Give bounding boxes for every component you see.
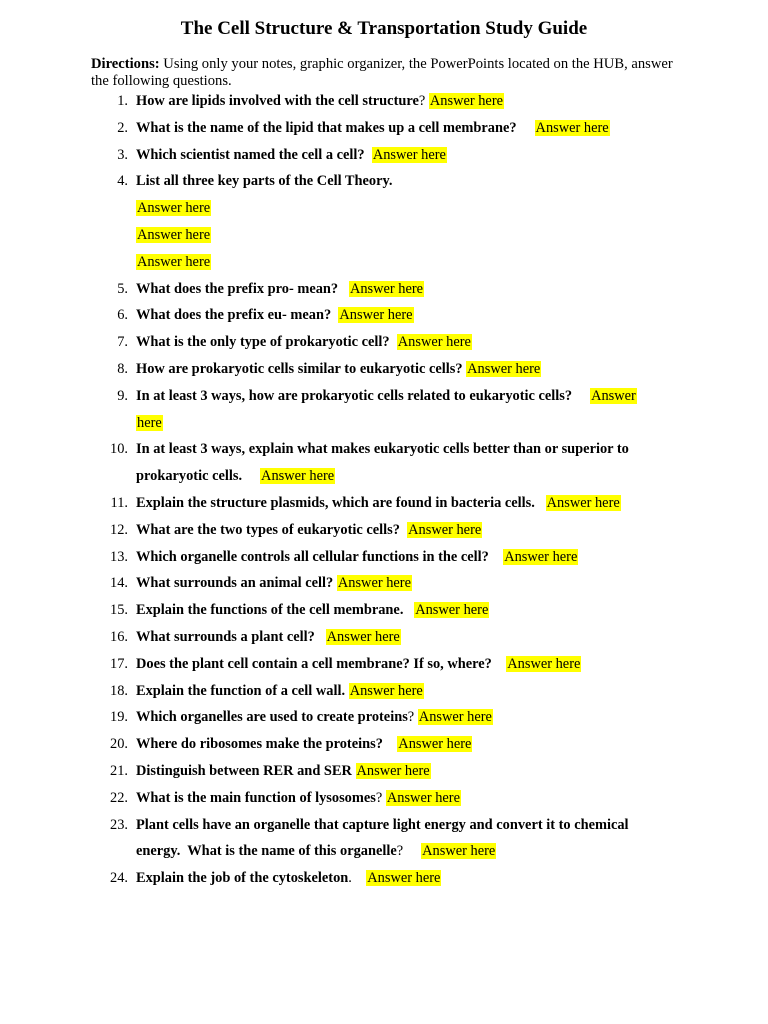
question-row: [0, 168, 768, 195]
question-number: 20.: [110, 736, 128, 753]
question-text: In at least 3 ways, explain what makes eukaryotic cells better than or superior to: [136, 441, 629, 458]
question-number: 9.: [117, 387, 128, 404]
question-text: What surrounds an animal cell?: [136, 575, 334, 592]
answer-field[interactable]: Answer here: [535, 119, 609, 136]
question-text: Does the plant cell contain a cell membrane? If so, where?: [136, 655, 492, 672]
answer-field[interactable]: Answer here: [398, 736, 472, 753]
question-number: 24.: [110, 870, 128, 887]
answer-field[interactable]: Answer here: [397, 334, 471, 351]
question-punctuation: ?: [407, 709, 418, 726]
answer-field[interactable]: Answer here: [372, 146, 446, 163]
question-number: 22.: [110, 789, 128, 806]
question-number: 21.: [110, 762, 128, 779]
question-number: 18.: [110, 682, 128, 699]
question-text: Which organelles are used to create proteins: [136, 709, 408, 726]
question-text: List all three key parts of the Cell Theory.: [136, 173, 393, 190]
question-row: [0, 624, 768, 651]
directions-text: Using only your notes, graphic organizer, the PowerPoints located on the HUB, answer the following questions.: [91, 56, 673, 89]
question-content: [136, 249, 211, 276]
question-text: In at least 3 ways, how are prokaryotic cells related to eukaryotic cells?: [136, 387, 573, 404]
question-punctuation: .: [348, 870, 367, 887]
question-text: Plant cells have an organelle that capture light energy and convert it to chemical: [136, 816, 629, 833]
question-row: [0, 142, 768, 169]
question-text: Explain the function of a cell wall.: [136, 682, 346, 699]
question-content: [136, 436, 629, 463]
question-punctuation: ?: [375, 789, 386, 806]
question-row: [0, 758, 768, 785]
question-row: [0, 570, 768, 597]
answer-field[interactable]: Answer here: [137, 253, 211, 270]
answer-field[interactable]: Answer here: [422, 843, 496, 860]
question-punctuation: [535, 495, 546, 511]
answer-field[interactable]: Answer here: [429, 93, 503, 109]
question-content: [136, 624, 401, 651]
question-content: [136, 410, 163, 437]
question-text: prokaryotic cells.: [136, 468, 243, 485]
question-number: 15.: [110, 602, 128, 619]
question-number: 17.: [110, 655, 128, 672]
question-row: [0, 597, 768, 624]
directions-paragraph: [91, 56, 691, 90]
question-number: 2.: [117, 119, 128, 136]
question-content: [136, 356, 541, 383]
question-row: [0, 463, 768, 490]
question-content: [136, 865, 441, 892]
question-punctuation: [517, 120, 535, 136]
question-row: [0, 544, 768, 571]
question-row: [0, 222, 768, 249]
question-punctuation: [390, 334, 397, 350]
question-content: [136, 463, 335, 490]
question-content: [136, 544, 578, 571]
question-content: [136, 678, 424, 705]
page-title: The Cell Structure & Transportation Study Guide: [180, 18, 588, 39]
question-text: What does the prefix pro- mean?: [136, 280, 339, 297]
question-content: [136, 195, 211, 222]
question-text: What is the main function of lysosomes: [136, 789, 376, 806]
question-punctuation: [242, 468, 260, 484]
question-text: Explain the job of the cytoskeleton: [136, 870, 349, 887]
question-content: [136, 490, 621, 517]
question-text: What are the two types of eukaryotic cells?: [136, 521, 400, 538]
question-row: [0, 838, 768, 865]
question-text: What does the prefix eu- mean?: [136, 307, 332, 324]
question-content: [136, 115, 610, 142]
question-punctuation: ?: [396, 843, 422, 860]
question-text: energy. What is the name of this organelle: [136, 843, 397, 860]
question-row: [0, 195, 768, 222]
question-text: What surrounds a plant cell?: [136, 628, 315, 645]
question-content: [136, 276, 424, 303]
question-text: How are lipids involved with the cell structure: [136, 93, 419, 109]
question-row: [0, 436, 768, 463]
answer-field[interactable]: Answer here: [386, 789, 460, 806]
question-number: 10.: [110, 441, 128, 458]
question-row: [0, 115, 768, 142]
question-number: 23.: [110, 816, 128, 833]
question-punctuation: [572, 388, 590, 404]
question-list: [0, 88, 768, 892]
answer-field[interactable]: Answer here: [467, 360, 541, 377]
question-row: [0, 276, 768, 303]
question-content: [136, 142, 447, 169]
question-text: Explain the functions of the cell membrane.: [136, 602, 404, 619]
question-text: Where do ribosomes make the proteins?: [136, 736, 383, 753]
answer-field[interactable]: Answer here: [339, 307, 413, 324]
question-content: [136, 838, 496, 865]
question-row: [0, 651, 768, 678]
question-row: [0, 329, 768, 356]
question-content: [136, 812, 629, 839]
question-content: [136, 785, 461, 812]
question-number: 5.: [117, 280, 128, 297]
answer-field[interactable]: Answer here: [356, 762, 430, 779]
answer-field[interactable]: Answer here: [367, 870, 441, 887]
question-number: 7.: [117, 334, 128, 351]
question-punctuation: [403, 602, 414, 618]
question-content: [136, 704, 493, 731]
answer-field[interactable]: Answer here: [415, 602, 489, 619]
question-content: [136, 168, 392, 195]
question-number: 13.: [110, 548, 128, 565]
question-row: [0, 865, 768, 892]
question-number: 11.: [110, 494, 128, 511]
answer-field[interactable]: Answer: [591, 387, 636, 404]
answer-field[interactable]: Answer here: [137, 226, 211, 243]
question-content: [136, 758, 431, 785]
question-punctuation: [365, 147, 372, 163]
question-text: Explain the structure plasmids, which are found in bacteria cells.: [136, 494, 535, 511]
answer-field[interactable]: Answer here: [326, 628, 400, 645]
question-row: [0, 302, 768, 329]
question-content: [136, 731, 472, 758]
question-number: 6.: [117, 307, 128, 324]
question-number: 19.: [110, 709, 128, 726]
question-punctuation: ?: [418, 93, 429, 109]
question-text: What is the name of the lipid that makes up a cell membrane?: [136, 119, 517, 136]
question-row: [0, 490, 768, 517]
question-number: 8.: [117, 360, 128, 377]
answer-field[interactable]: Answer here: [261, 468, 335, 485]
question-number: 1.: [117, 93, 128, 109]
question-content: [136, 383, 637, 410]
question-number: 4.: [117, 173, 128, 190]
answer-field[interactable]: Answer here: [337, 575, 411, 592]
answer-field[interactable]: Answer here: [507, 655, 581, 672]
question-text: How are prokaryotic cells similar to eukaryotic cells?: [136, 360, 463, 377]
question-number: 12.: [110, 521, 128, 538]
question-punctuation: [489, 549, 503, 565]
question-punctuation: [338, 281, 349, 297]
question-punctuation: [383, 736, 397, 752]
question-content: [136, 302, 414, 329]
answer-field[interactable]: here: [137, 414, 162, 431]
question-content: [136, 329, 472, 356]
question-content: [136, 570, 412, 597]
question-content: [136, 222, 211, 249]
question-row: [0, 356, 768, 383]
answer-field[interactable]: Answer here: [408, 521, 482, 538]
directions-label: Directions:: [91, 56, 160, 72]
question-row: [0, 410, 768, 437]
question-row: [0, 678, 768, 705]
question-text: Distinguish between RER and SER: [136, 762, 352, 779]
answer-field[interactable]: Answer here: [504, 548, 578, 565]
answer-field[interactable]: Answer here: [349, 280, 424, 297]
question-row: [0, 812, 768, 839]
question-number: 14.: [110, 575, 128, 592]
question-row: [0, 249, 768, 276]
question-content: [136, 651, 581, 678]
question-row: [0, 731, 768, 758]
question-row: [0, 383, 768, 410]
question-row: [0, 517, 768, 544]
question-text: Which scientist named the cell a cell?: [136, 146, 365, 163]
answer-field[interactable]: Answer here: [137, 200, 211, 217]
question-row: [0, 88, 768, 115]
question-number: 16.: [110, 628, 128, 645]
question-punctuation: [352, 763, 356, 779]
question-content: [136, 517, 482, 544]
answer-field[interactable]: Answer here: [418, 709, 492, 726]
question-content: [136, 597, 489, 624]
question-number: 3.: [117, 146, 128, 163]
question-row: [0, 704, 768, 731]
answer-field[interactable]: Answer here: [546, 494, 620, 511]
answer-field[interactable]: Answer here: [349, 682, 423, 699]
question-punctuation: [492, 656, 506, 672]
question-text: Which organelle controls all cellular functions in the cell?: [136, 548, 489, 565]
question-text: What is the only type of prokaryotic cell?: [136, 334, 390, 351]
question-punctuation: [315, 629, 326, 645]
question-content: [136, 88, 504, 115]
question-row: [0, 785, 768, 812]
